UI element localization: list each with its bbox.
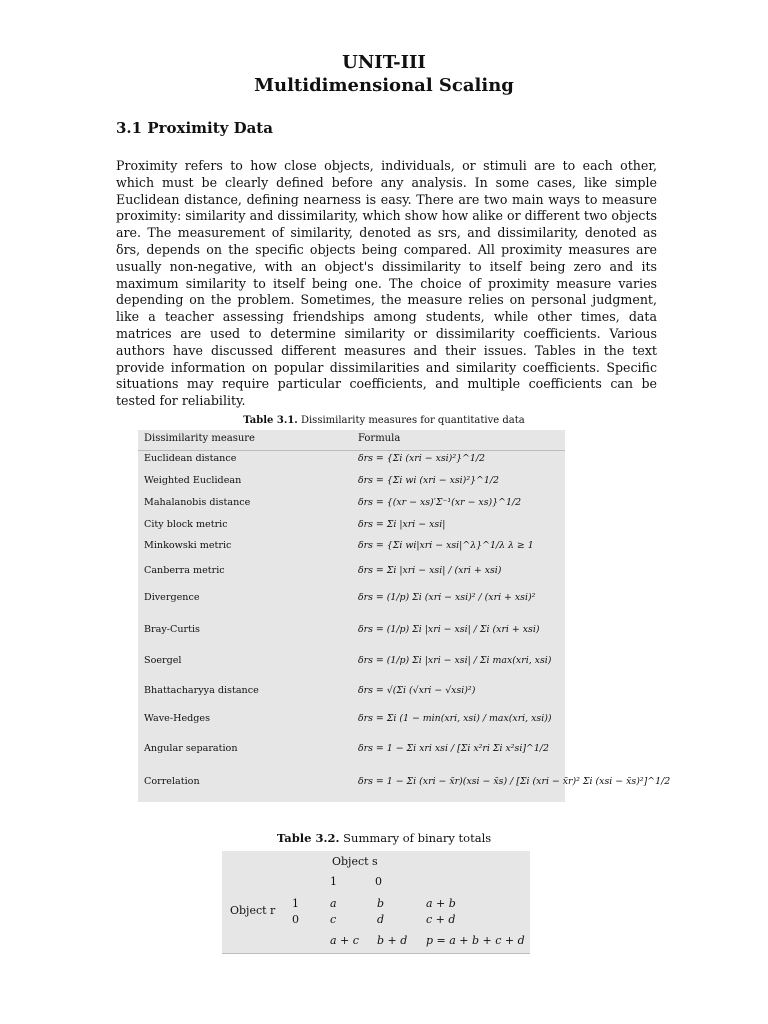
cell-b-plus-d: b + d [377,934,408,947]
measure-formula: δrs = {Σi (xri − xsi)²}^1/2 [358,453,485,464]
measure-formula: δrs = √(Σi (√xri − √xsi)²) [358,685,476,696]
measure-formula: δrs = (1/p) Σi |xri − xsi| / Σi (xri + xsi) [358,624,540,635]
measure-name: Divergence [144,592,200,603]
body-paragraph: Proximity refers to how close objects, individuals, or stimuli are to each other, which must be clearly defined before any analysis. In some cases, like simple Euclidean distance, defining nearness is easy. There are two main ways to measure proximity: similarity and dissimilarity, which show how alike or different two objects are. The measurement of similarity, denoted as srs, and dissimilarity, denoted as δrs, depends on the specific objects being compared. All proximity measures are usually non-negative, with an object's dissimilarity to itself being zero and its maximum similarity to itself being one. The choice of proximity measure varies depending on the problem. Sometimes, the measure relies on personal judgment, like a teacher assessing friendships among students, while other times, data matrices are used to determine similarity or dissimilarity coefficients. Various authors have discussed different measures and their issues. Tables in the text provide information on popular dissimilarities and similarity coefficients. Specific situations may require particular coefficients, and multiple coefficients can be tested for reliability. [116,158,657,409]
table1-caption-label: Table 3.1. [243,415,298,426]
measure-name: Euclidean distance [144,453,237,464]
measure-name: Wave-Hedges [144,713,211,724]
table2-caption-text: Summary of binary totals [343,831,492,845]
table2-caption-label: Table 3.2. [276,831,340,845]
measure-formula: δrs = {Σi wi (xri − xsi)²}^1/2 [358,475,499,486]
measure-formula: δrs = Σi |xri − xsi| [358,519,446,530]
measure-name: Weighted Euclidean [144,475,242,486]
unit-title: UNIT-III [342,52,426,73]
object-s-label: Object s [332,855,378,868]
binary-totals-table [222,851,530,954]
cell-c: c [330,913,337,926]
col-1-label: 1 [330,875,337,888]
measure-name: Correlation [144,776,200,787]
measure-name: Soergel [144,655,182,666]
row-1-label: 1 [292,897,299,910]
object-r-label: Object r [230,904,276,917]
cell-c-plus-d: c + d [426,913,456,926]
header-formula: Formula [358,433,401,444]
measure-formula: δrs = (1/p) Σi (xri − xsi)² / (xri + xsi)² [358,592,536,603]
table1-caption-text: Dissimilarity measures for quantitative data [300,415,525,426]
dissimilarity-table-header [138,430,565,451]
measure-name: Mahalanobis distance [144,497,251,508]
col-0-label: 0 [375,875,382,888]
measure-formula: δrs = Σi |xri − xsi| / (xri + xsi) [358,565,502,576]
measure-formula: δrs = {Σi wi|xri − xsi|^λ}^1/λ λ ≥ 1 [358,540,534,551]
chapter-title: Multidimensional Scaling [254,75,514,96]
measure-formula: δrs = (1/p) Σi |xri − xsi| / Σi max(xri, xsi) [358,655,552,666]
cell-a-plus-c: a + c [330,934,359,947]
dissimilarity-table [138,430,671,802]
table1-caption [0,415,768,426]
cell-a: a [330,897,337,910]
table2-bottom-rule [222,953,530,954]
measure-name: Bhattacharyya distance [144,685,259,696]
header-measure: Dissimilarity measure [144,433,255,444]
cell-d: d [377,913,385,926]
measure-formula: δrs = 1 − Σi (xri − x̄r)(xsi − x̄s) / [Σi (xri − x̄r)² Σi (xsi − x̄s)²]^1/2 [358,776,671,787]
cell-b: b [377,897,385,910]
measure-name: City block metric [144,519,228,530]
cell-a-plus-b: a + b [426,897,456,910]
measure-formula: δrs = {(xr − xs)′Σ⁻¹(xr − xs)}^1/2 [358,497,522,508]
table2-caption [0,831,768,845]
measure-formula: δrs = 1 − Σi xri xsi / [Σi x²ri Σi x²si]^1/2 [358,743,549,754]
cell-total: p = a + b + c + d [426,934,525,947]
measure-name: Bray-Curtis [144,624,200,635]
measure-name: Canberra metric [144,565,225,576]
measure-formula: δrs = Σi (1 − min(xri, xsi) / max(xri, xsi)) [358,713,552,724]
row-0-label: 0 [292,913,299,926]
measure-name: Minkowski metric [144,540,232,551]
measure-name: Angular separation [144,743,238,754]
section-heading: 3.1 Proximity Data [116,119,273,137]
